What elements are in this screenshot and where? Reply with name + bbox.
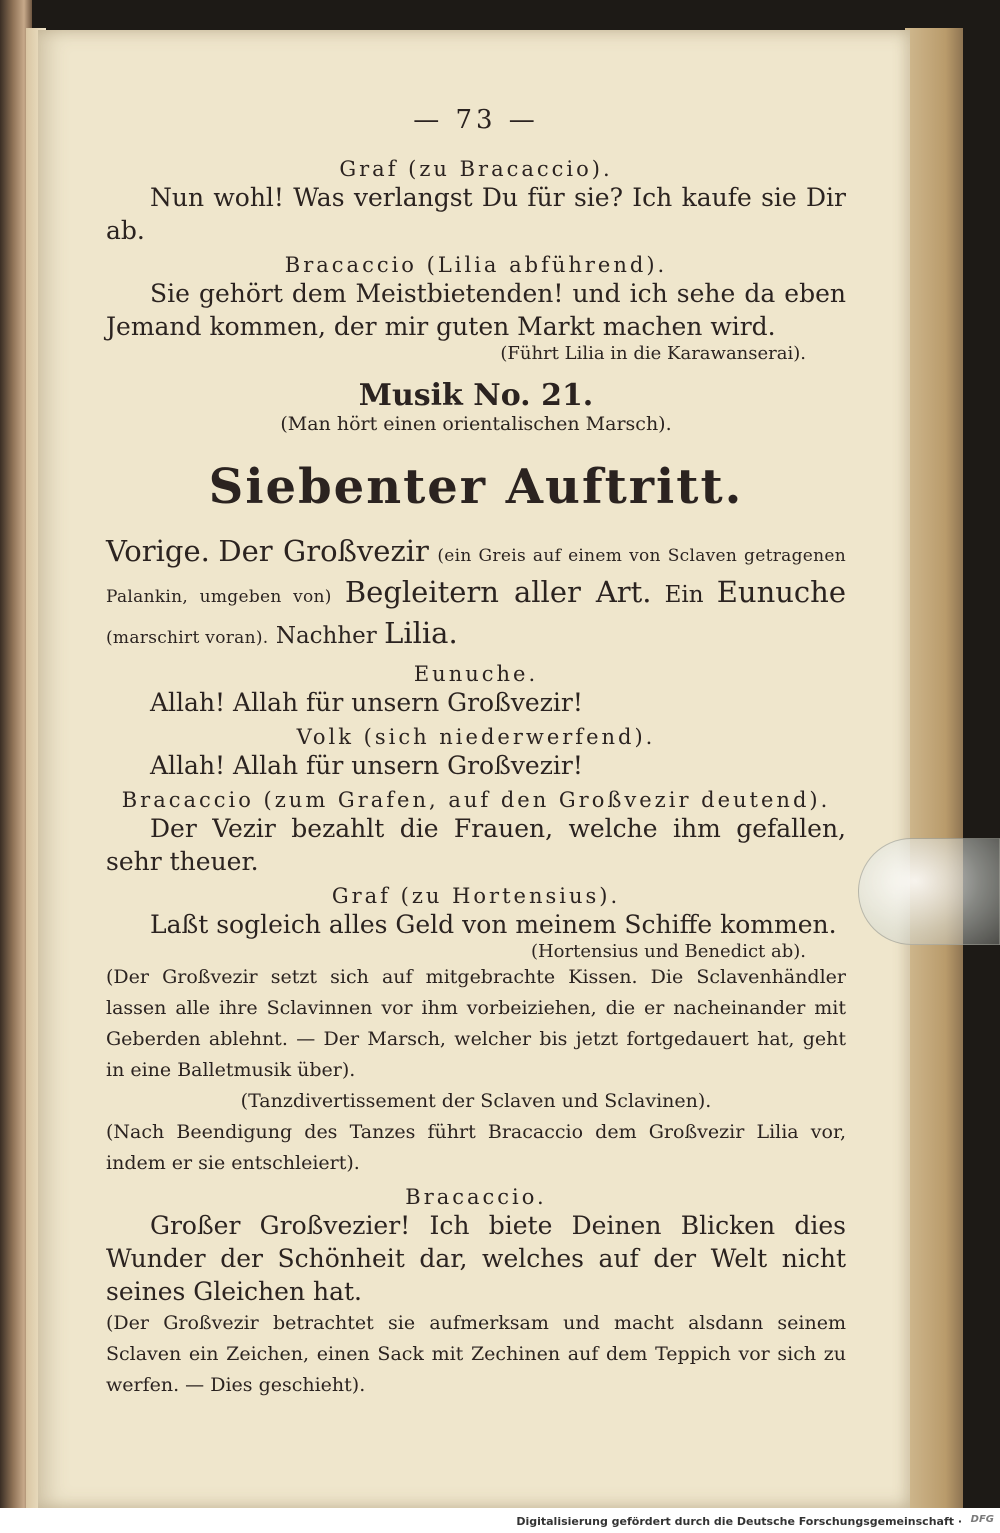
stage-direction: (Der Großvezir setzt sich auf mitgebrachte Kissen. Die Sclavenhändler lassen alle ihre Sclavinnen vor ihm vorbeiziehen, die er nacheinander mit Geberden ablehnt. — Der Marsch, welcher bis jetzt fortgedauert hat, geht in eine Balletmusik über). — [106, 966, 846, 1081]
speaker-line: Bracaccio (Lilia abführend). — [284, 253, 668, 277]
cast-eunuch: Eunuche — [716, 575, 847, 609]
speech-paragraph: Großer Großvezier! Ich biete Deinen Blicken dies Wunder der Schönheit dar, welches auf der Welt nicht seines Gleichen hat. — [106, 1211, 846, 1306]
book-page — [38, 30, 910, 1508]
speaker-line: Bracaccio. — [405, 1185, 547, 1209]
page-number: — 73 — — [413, 105, 539, 135]
cast-previous: Vorige. — [106, 534, 210, 568]
cast-attendants: Begleitern aller Art. — [344, 575, 652, 609]
speaker-line: Volk (sich niederwerfend). — [296, 725, 656, 749]
cast-lilia: Lilia. — [384, 616, 458, 650]
right-page-edges — [905, 28, 963, 1508]
stage-direction-right: (Hortensius und Benedict ab). — [530, 941, 806, 962]
speech-paragraph: Nun wohl! Was verlangst Du für sie? Ich kaufe sie Dir ab. — [106, 183, 846, 245]
cast-grand-vizier: Der Großvezir — [218, 534, 429, 568]
page-holder-clip — [858, 838, 1000, 945]
digitization-footer — [0, 1508, 1000, 1533]
stage-direction: (Nach Beendigung des Tanzes führt Bracaccio dem Großvezir Lilia vor, indem er sie entschleiert). — [106, 1121, 846, 1174]
speech-paragraph: Der Vezir bezahlt die Frauen, welche ihm gefallen, sehr theuer. — [106, 814, 846, 876]
speech-line: Allah! Allah für unsern Großvezir! — [150, 688, 583, 717]
page-content — [106, 105, 846, 1401]
speech-line: Laßt sogleich alles Geld von meinem Schiffe kommen. — [150, 910, 837, 939]
cast-note: (marschirt voran). — [106, 628, 269, 648]
stage-direction: (Tanzdivertissement der Sclaven und Sclavinen). — [240, 1090, 712, 1112]
speaker-line: Graf (zu Hortensius). — [331, 884, 621, 908]
stage-direction-right: (Führt Lilia in die Karawanserai). — [500, 343, 806, 364]
speech-line: Allah! Allah für unsern Großvezir! — [150, 751, 583, 780]
speech-paragraph: Sie gehört dem Meistbietenden! und ich sehe da eben Jemand kommen, der mir guten Markt machen wird. — [106, 279, 846, 341]
speaker-line: Bracaccio (zum Grafen, auf den Großvezir deutend). — [121, 788, 831, 812]
music-heading: Musik No. 21. — [358, 378, 594, 413]
speaker-line: Eunuche. — [413, 662, 539, 686]
funding-credit: Digitalisierung gefördert durch die Deutsche Forschungsgemeinschaft · — [516, 1515, 962, 1528]
cast-list — [106, 533, 846, 656]
cast-word: Ein — [664, 582, 704, 608]
cast-note: (ein Greis auf einem von Sclaven getragenen Palankin, umgeben von) — [106, 546, 846, 607]
stage-direction-center: (Man hört einen orientalischen Marsch). — [280, 413, 672, 435]
dfg-logo: DFG — [970, 1514, 994, 1525]
speaker-line: Graf (zu Bracaccio). — [339, 157, 613, 181]
stage-direction: (Der Großvezir betrachtet sie aufmerksam und macht alsdann seinem Sclaven ein Zeichen, einen Sack mit Zechinen auf dem Teppich vor sich zu werfen. — Dies geschieht). — [106, 1312, 846, 1396]
scene-heading: Siebenter Auftritt. — [208, 459, 744, 515]
cast-word: Nachher — [275, 623, 377, 649]
